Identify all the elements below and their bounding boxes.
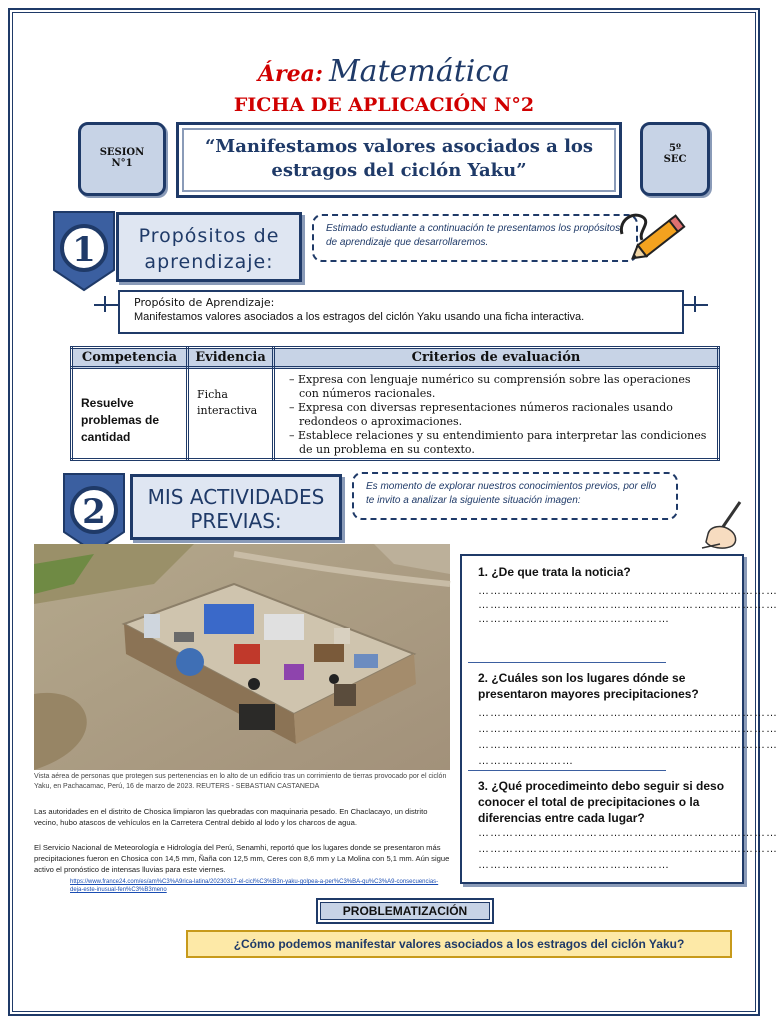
main-title-line1: “Manifestamos valores asociados a los — [204, 136, 594, 157]
questions-box — [460, 554, 778, 884]
purpose-left-tick — [104, 296, 106, 312]
session-number: N°1 — [111, 158, 133, 169]
problematizacion-label: PROBLEMATIZACIÓN — [316, 898, 494, 924]
section-2-title-line1: MIS ACTIVIDADES — [147, 485, 325, 509]
competencia-cell: Resuelve problemas de cantidad — [72, 368, 188, 460]
grade-box — [640, 122, 710, 196]
question-3: 3. ¿Qué procedimeinto debo seguir si deso conocer el total de precipitaciones o la diferencias entre cada lugar? — [478, 779, 725, 825]
main-title-line2: estragos del ciclón Yaku” — [271, 160, 527, 181]
news-paragraph-1: Las autoridades en el distrito de Chosica limpiaron las quebradas con maquinaria pesado. En Chaclacayo, un distrito vecino, hubo atascos de vehículos en la Carretera Central debido al lodo y los charcos de agua. — [34, 807, 428, 827]
answer-line[interactable]: …………………… — [478, 755, 574, 767]
answer-line[interactable]: ………………………………………… — [478, 613, 670, 625]
section-2-title — [130, 474, 342, 540]
session-label: SESION — [99, 147, 145, 158]
ficha-title: FICHA DE APLICACIÓN N°2 — [233, 94, 535, 116]
hand-writing-icon — [700, 500, 744, 555]
section-1-title — [116, 212, 302, 282]
area-heading — [0, 54, 768, 89]
section-2-title-line2: PREVIAS: — [190, 509, 282, 533]
question-2: 2. ¿Cuáles son los lugares dónde se presentaron mayores precipitaciones? — [478, 671, 699, 701]
question-1: 1. ¿De que trata la noticia? — [478, 565, 631, 579]
purpose-heading: Propósito de Aprendizaje: — [134, 296, 275, 309]
pencil-icon — [616, 204, 692, 271]
section-1-title-line2: aprendizaje: — [144, 251, 274, 273]
section-2-badge — [62, 472, 126, 554]
purpose-text: Manifestamos valores asociados a los estragos del ciclón Yaku usando una ficha interactiva. — [134, 311, 585, 323]
table-row — [72, 368, 719, 460]
news-photo — [34, 544, 450, 770]
section-1-badge — [52, 210, 116, 292]
problematizacion-question: ¿Cómo podemos manifestar valores asociados a los estragos del ciclón Yaku? — [186, 930, 732, 958]
evidencia-cell: Ficha interactiva — [188, 368, 274, 460]
purpose-box — [118, 290, 684, 334]
area-label: Área: — [257, 61, 323, 87]
news-source-link[interactable]: https://www.france24.com/es/am%C3%A9rica-latina/20230317-el-cicl%C3%B3n-yaku-golpea-a-per%C3%BA-qu%C3%A9-consecuencias-deja-este-inusual-fen%C3%B3meno — [70, 879, 439, 893]
purpose-right-rule — [684, 304, 708, 306]
answer-line[interactable]: ………………………………………………………………… — [478, 827, 778, 839]
section-1-number: 1 — [72, 230, 96, 270]
section-1-note: Estimado estudiante a continuación te presentamos los propósitos de aprendizaje que desarrollaremos. — [312, 214, 638, 262]
purpose-right-tick — [694, 296, 696, 312]
answer-line[interactable]: ………………………………………………………………… — [478, 843, 778, 855]
answer-line[interactable]: ………………………………………………………………… — [478, 585, 778, 597]
answer-line[interactable]: ………………………………………… — [478, 859, 670, 871]
section-2-note: Es momento de explorar nuestros conocimientos previos, por ello te invito a analizar la siguiente situación imagen: — [352, 472, 678, 520]
grade-line1: 5º — [669, 143, 681, 154]
section-1-title-line1: Propósitos de — [138, 225, 280, 247]
table-header-competencia: Competencia — [72, 348, 188, 368]
photo-caption: Vista aérea de personas que protegen sus pertenencias en lo alto de un edificio tras un corrimiento de tierras provocado por el ciclón Yaku, en Pachacamac, Perú, 16 de marzo de 2023. REUTERS - SEBASTIAN CASTANEDA — [34, 773, 447, 790]
answer-line[interactable]: ………………………………………………………………… — [478, 739, 778, 751]
table-header-criterios: Criterios de evaluación — [274, 348, 719, 368]
question-divider — [468, 662, 666, 663]
criterio-item: – Expresa con diversas representaciones números racionales usando redondeos o aproximaciones. — [289, 401, 673, 428]
session-box — [78, 122, 166, 196]
table-header-row — [72, 348, 719, 368]
news-paragraph-2: El Servicio Nacional de Meteorología e Hidrología del Perú, Senamhi, reportó que los lugares donde se presentaron más precipitaciones fueron en Chosica con 14,5 mm, Ñaña con 12,5 mm, Ceres con 8,6 mm y La Molina con 5,1 mm. Aún sigue activo el pronóstico de intensas lluvias para este viernes. — [34, 843, 450, 874]
area-value: Matemática — [328, 54, 511, 89]
question-divider — [468, 770, 666, 771]
answer-line[interactable]: ………………………………………………………………… — [478, 723, 778, 735]
table-header-evidencia: Evidencia — [188, 348, 274, 368]
section-2-number: 2 — [82, 492, 106, 532]
criterio-item: – Expresa con lenguaje numérico su comprensión sobre las operaciones con números racionales. — [289, 373, 691, 400]
criterios-cell — [274, 368, 719, 460]
competency-table — [70, 346, 720, 461]
answer-line[interactable]: ………………………………………………………………… — [478, 707, 778, 719]
criterio-item: – Establece relaciones y su entendimiento para interpretar las condiciones de un problema en su contexto. — [289, 429, 707, 456]
purpose-left-rule — [94, 304, 120, 306]
answer-line[interactable]: ………………………………………………………………… — [478, 599, 778, 611]
main-title — [176, 122, 622, 198]
grade-line2: SEC — [663, 154, 687, 165]
